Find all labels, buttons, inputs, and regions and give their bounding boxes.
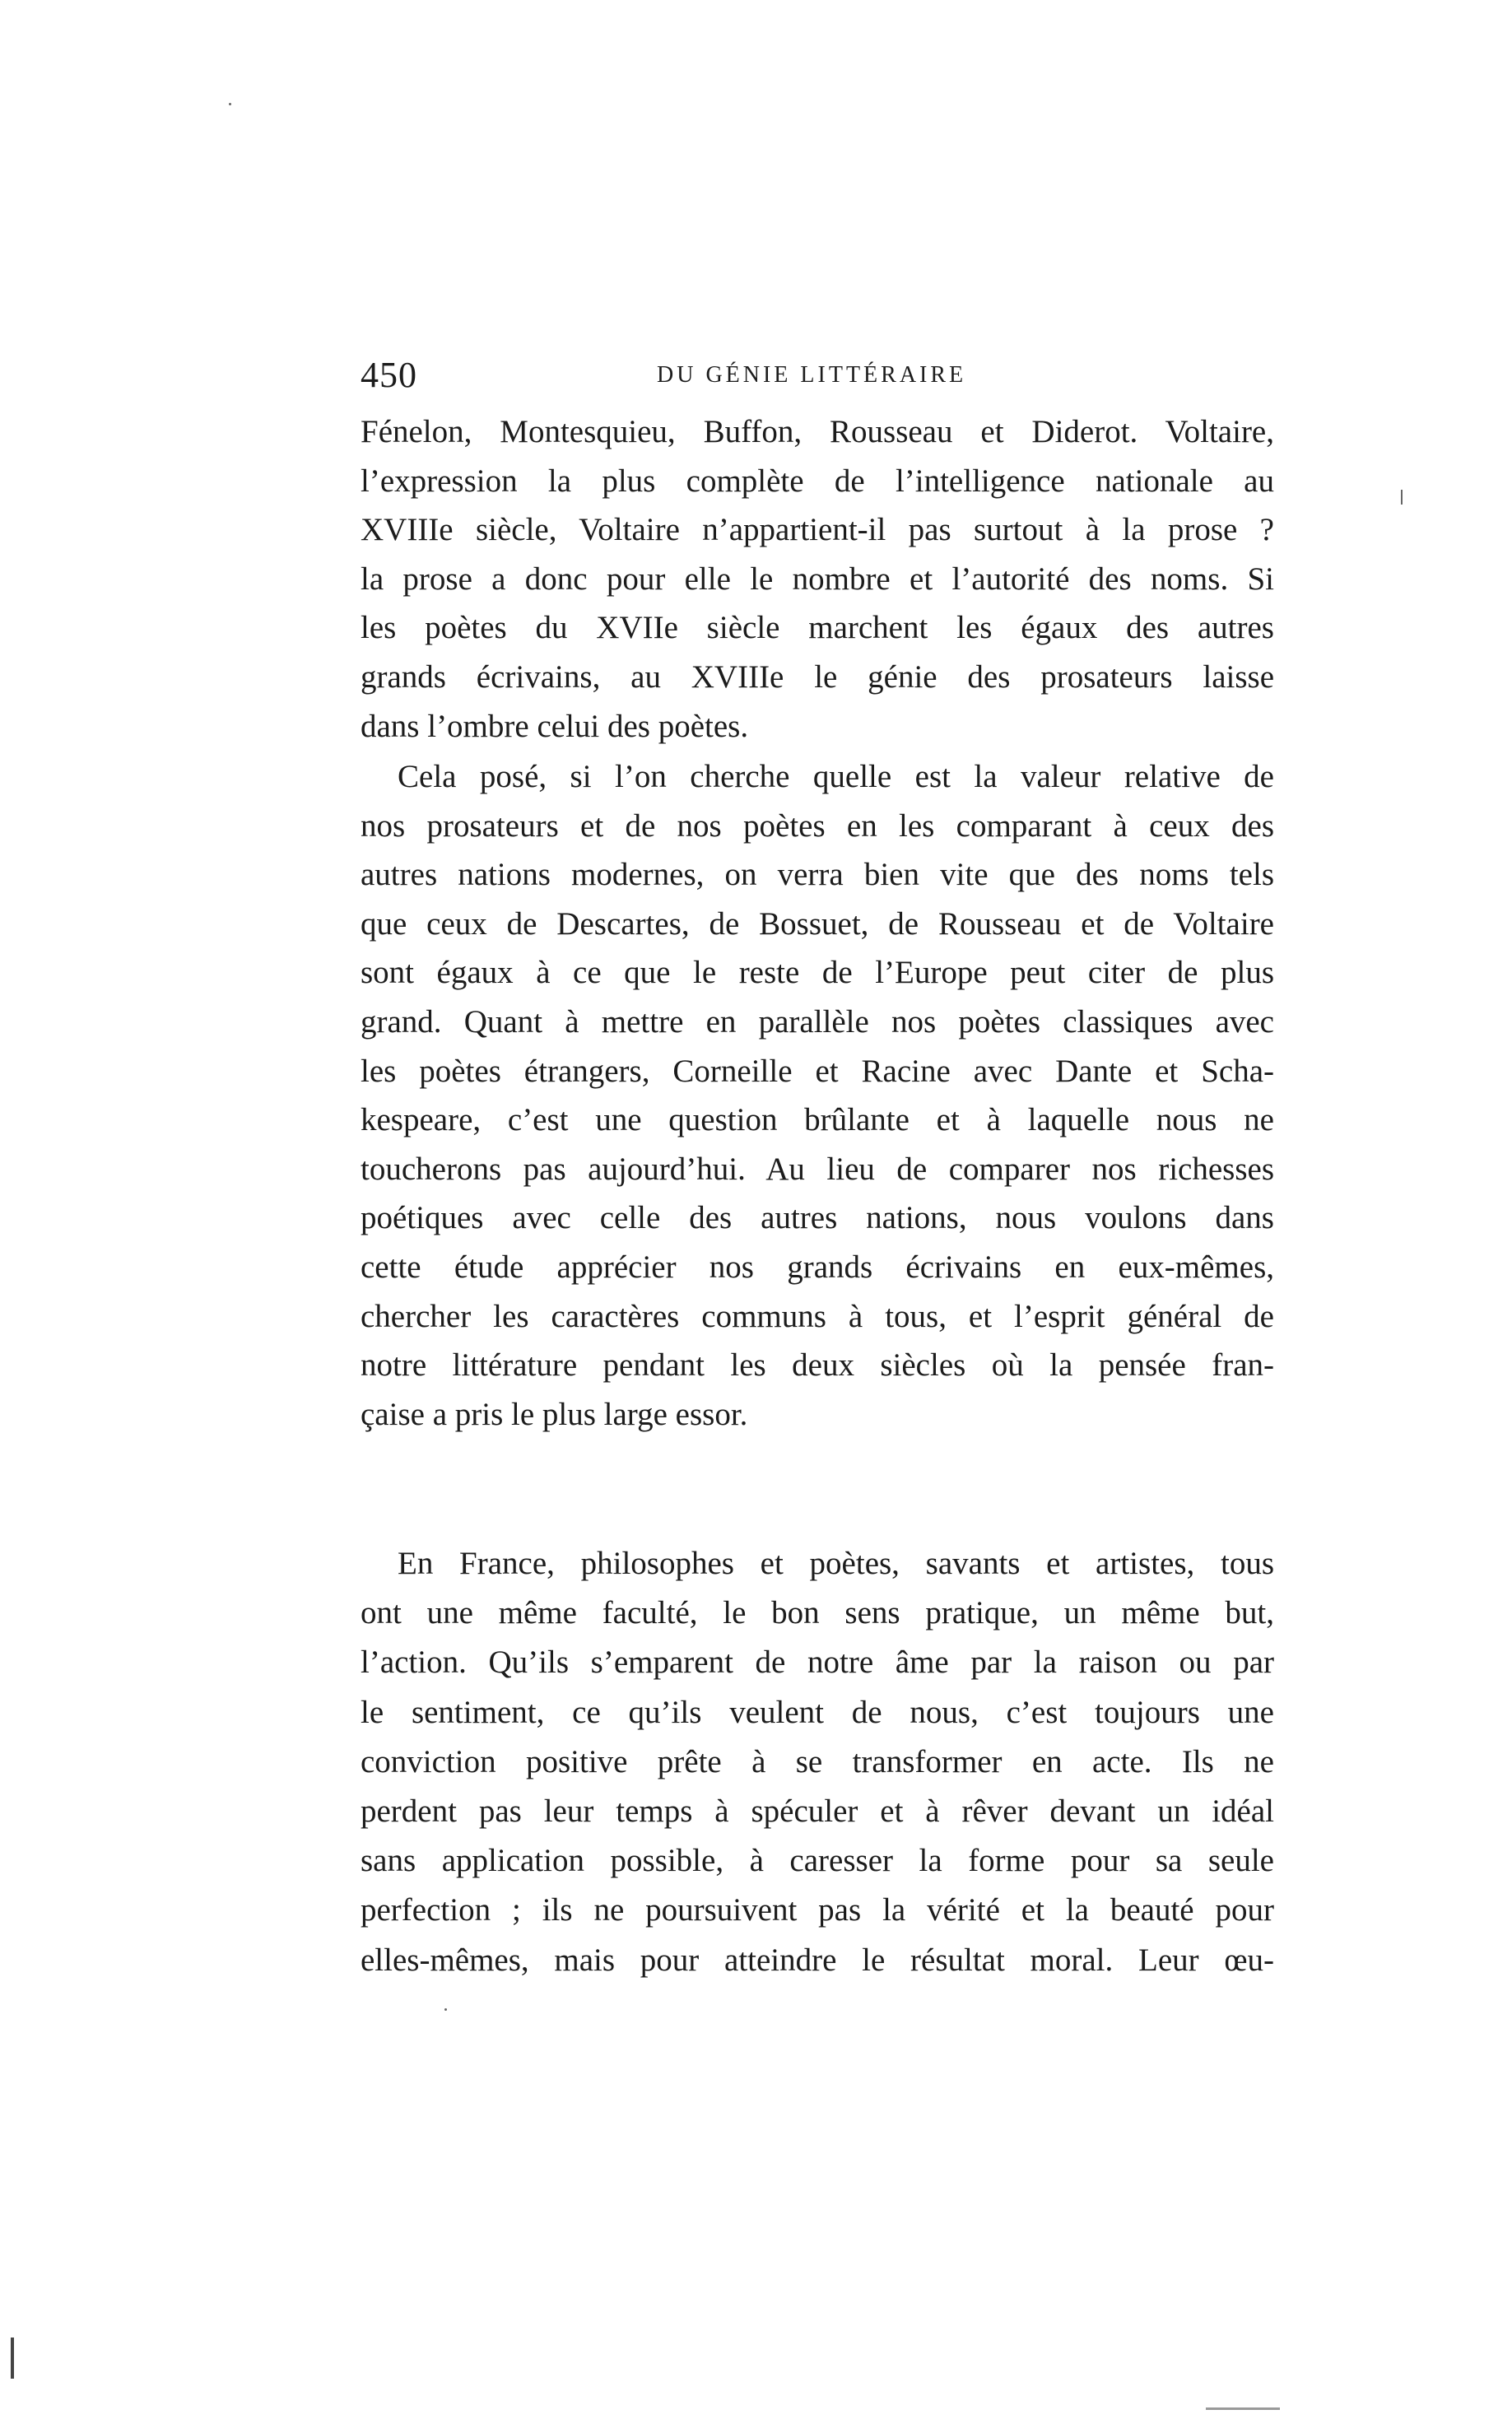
page-header [361, 354, 1282, 403]
scan-speck [229, 103, 231, 105]
scan-edge-mark [1206, 2407, 1280, 2410]
text-line: XVIIIe siècle, Voltaire n’appartient-il pas surtout à la prose ? [361, 512, 1274, 548]
paragraph-2 [361, 752, 1274, 1439]
page-number: 450 [361, 355, 417, 395]
text-line: nos prosateurs et de nos poètes en les comparant à ceux des [361, 807, 1274, 844]
text-line: Cela posé, si l’on cherche quelle est la valeur relative de [398, 759, 1274, 794]
scan-speck [444, 2008, 447, 2011]
text-line: poétiques avec celle des autres nations, nous voulons dans [361, 1200, 1274, 1236]
text-line: toucherons pas aujourd’hui. Au lieu de comparer nos richesses [361, 1151, 1274, 1187]
paragraph-1 [361, 407, 1274, 751]
text-line: Fénelon, Montesquieu, Buffon, Rousseau et Diderot. Voltaire, [361, 414, 1274, 449]
scan-speck [1401, 490, 1403, 505]
text-line: grand. Quant à mettre en parallèle nos poètes classiques avec [361, 1003, 1274, 1040]
text-line: les poètes du XVIIe siècle marchent les égaux des autres [361, 610, 1274, 646]
text-line: perdent pas leur temps à spéculer et à rêver devant un idéal [361, 1793, 1274, 1829]
paragraph-3 [361, 1539, 1274, 2033]
text-line: conviction positive prête à se transformer en acte. Ils ne [361, 1743, 1274, 1779]
text-line: çaise a pris le plus large essor. [361, 1396, 748, 1432]
text-line: le sentiment, ce qu’ils veulent de nous, c’est toujours une [361, 1694, 1274, 1730]
scan-edge-mark [11, 2338, 14, 2379]
text-line: elles-mêmes, mais pour atteindre le résultat moral. Leur œu- [361, 1942, 1274, 1978]
text-line: sans application possible, à caresser la forme pour sa seule [361, 1843, 1274, 1879]
text-line: notre littérature pendant les deux siècles où la pensée fran- [361, 1347, 1274, 1384]
text-line: kespeare, c’est une question brûlante et à laquelle nous ne [361, 1102, 1274, 1138]
text-line: l’action. Qu’ils s’emparent de notre âme par la raison ou par [361, 1644, 1274, 1681]
text-line: les poètes étrangers, Corneille et Racine avec Dante et Scha- [361, 1053, 1274, 1089]
text-line: chercher les caractères communs à tous, et l’esprit général de [361, 1298, 1274, 1334]
text-line: En France, philosophes et poètes, savants et artistes, tous [398, 1546, 1274, 1581]
text-line: perfection ; ils ne poursuivent pas la vérité et la beauté pour [361, 1892, 1274, 1928]
text-line: grands écrivains, au XVIIIe le génie des prosateurs laisse [361, 658, 1274, 695]
text-line: sont égaux à ce que le reste de l’Europe peut citer de plus [361, 955, 1274, 991]
text-line: cette étude apprécier nos grands écrivains en eux-mêmes, [361, 1249, 1274, 1285]
text-line: que ceux de Descartes, de Bossuet, de Rousseau et de Voltaire [361, 905, 1274, 942]
text-line: dans l’ombre celui des poètes. [361, 708, 749, 744]
running-title: DU GÉNIE LITTÉRAIRE [657, 362, 967, 388]
text-line: autres nations modernes, on verra bien vite que des noms tels [361, 857, 1274, 893]
text-line: la prose a donc pour elle le nombre et l’autorité des noms. Si [361, 561, 1274, 597]
text-line: l’expression la plus complète de l’intelligence nationale au [361, 463, 1274, 499]
text-line: ont une même faculté, le bon sens pratique, un même but, [361, 1595, 1274, 1631]
